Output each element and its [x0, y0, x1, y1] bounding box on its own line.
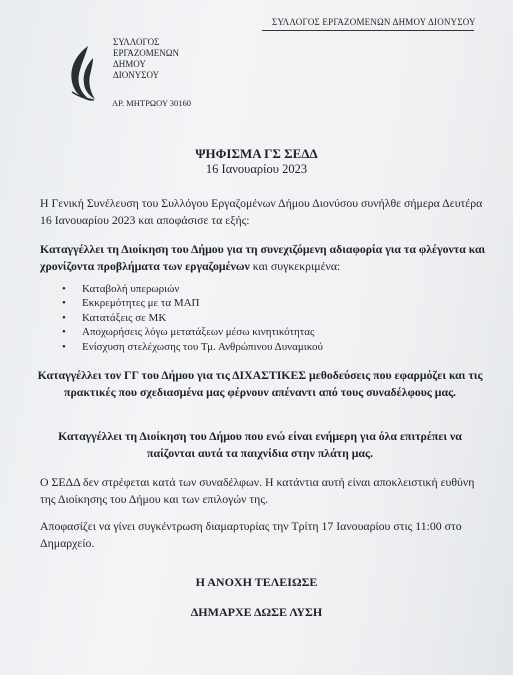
- bullet-symbol: •: [62, 311, 66, 324]
- letterhead-name: [113, 37, 179, 81]
- issues-list: [62, 282, 482, 354]
- list-item-text: Εκκρεμότητες με τα ΜΑΠ: [82, 297, 200, 310]
- condemnation-1-rest: και συγκεκριμένα:: [249, 259, 341, 273]
- list-item: [62, 325, 482, 339]
- list-item-text: Κατατάξεις σε ΜΚ: [82, 311, 167, 324]
- decision-paragraph: Αποφασίζει να γίνει συγκέντρωση διαμαρτυρίας την Τρίτη 17 Ιανουαρίου στις 11:00 στο Δημαρχείο.: [40, 519, 462, 550]
- closing-slogan-2: ΔΗΜΑΡΧΕ ΔΩΣΕ ΛΥΣΗ: [190, 605, 323, 619]
- closing-slogan-1: Η ΑΝΟΧΗ ΤΕΛΕΙΩΣΕ: [195, 575, 318, 589]
- list-item-text: Καταβολή υπερωριών: [82, 283, 180, 295]
- statement-paragraph: Ο ΣΕΔΔ δεν στρέφεται κατά των συναδέλφων. Η κατάντια αυτή είναι αποκλειστική ευθύνη της Διοίκησης του Δήμου και των επιλογών της.: [40, 475, 475, 506]
- list-item: [62, 311, 482, 325]
- list-item-text: Αποχωρήσεις λόγω μετατάξεων μέσω κινητικότητας: [82, 326, 315, 339]
- letterhead-line: ΕΡΓΑΖΟΜΕΝΩΝ: [113, 48, 179, 58]
- bullet-symbol: •: [62, 283, 66, 295]
- bullet-symbol: •: [62, 297, 66, 310]
- condemnation-paragraph-2: Καταγγέλλει τον ΓΓ του Δήμου για τις ΔΙΧΑΣΤΙΚΕΣ μεθοδεύσεις που εφαρμόζει και τις πρακτικές που σχεδιασμένα μας φέρνουν απέναντι από τους συναδέλφους μας.: [37, 368, 483, 399]
- intro-paragraph: Η Γενική Συνέλευση του Συλλόγου Εργαζομένων Δήμου Διονύσου συνήλθε σήμερα Δευτέρα 16 Ιανουαρίου 2023 και αποφάσισε τα εξής:: [40, 196, 483, 227]
- list-item: [62, 282, 482, 296]
- resolution-title: ΨΗΦΙΣΜΑ ΓΣ ΣΕΔΔ: [195, 146, 318, 161]
- header-rule: [262, 30, 474, 31]
- condemnation-paragraph-3: Καταγγέλλει τη Διοίκηση του Δήμου που ενώ είναι ενήμερη για όλα επιτρέπει να παίζονται αυτά τα παιχνίδια στην πλάτη μας.: [58, 429, 462, 460]
- bullet-symbol: •: [62, 340, 66, 353]
- bullet-symbol: •: [62, 326, 66, 339]
- condemnation-1-bold: Καταγγέλλει τη Διοίκηση του Δήμου για τη συνεχιζόμενη αδιαφορία για τα φλέγοντα και χρονίζοντα προβλήματα των εργαζομένων: [40, 242, 486, 273]
- header-association: ΣΥΛΛΟΓΟΣ ΕΡΓΑΖΟΜΕΝΩΝ ΔΗΜΟΥ ΔΙΟΝΥΣΟΥ: [272, 17, 476, 27]
- flame-icon: [66, 44, 96, 102]
- list-item: [62, 296, 482, 310]
- letterhead-line: ΣΥΛΛΟΓΟΣ: [113, 37, 160, 47]
- list-item: [62, 340, 482, 354]
- condemnation-paragraph-1: [40, 241, 486, 275]
- registry-number: ΑΡ. ΜΗΤΡΩΟΥ 30160: [112, 98, 192, 108]
- letterhead-line: ΔΗΜΟΥ: [113, 59, 146, 69]
- list-item-text: Ενίσχυση στελέχωσης του Τμ. Ανθρώπινου Δυναμικού: [82, 340, 323, 353]
- letterhead-line: ΔΙΟΝΥΣΟΥ: [113, 70, 160, 80]
- resolution-date: 16 Ιανουαρίου 2023: [205, 162, 308, 176]
